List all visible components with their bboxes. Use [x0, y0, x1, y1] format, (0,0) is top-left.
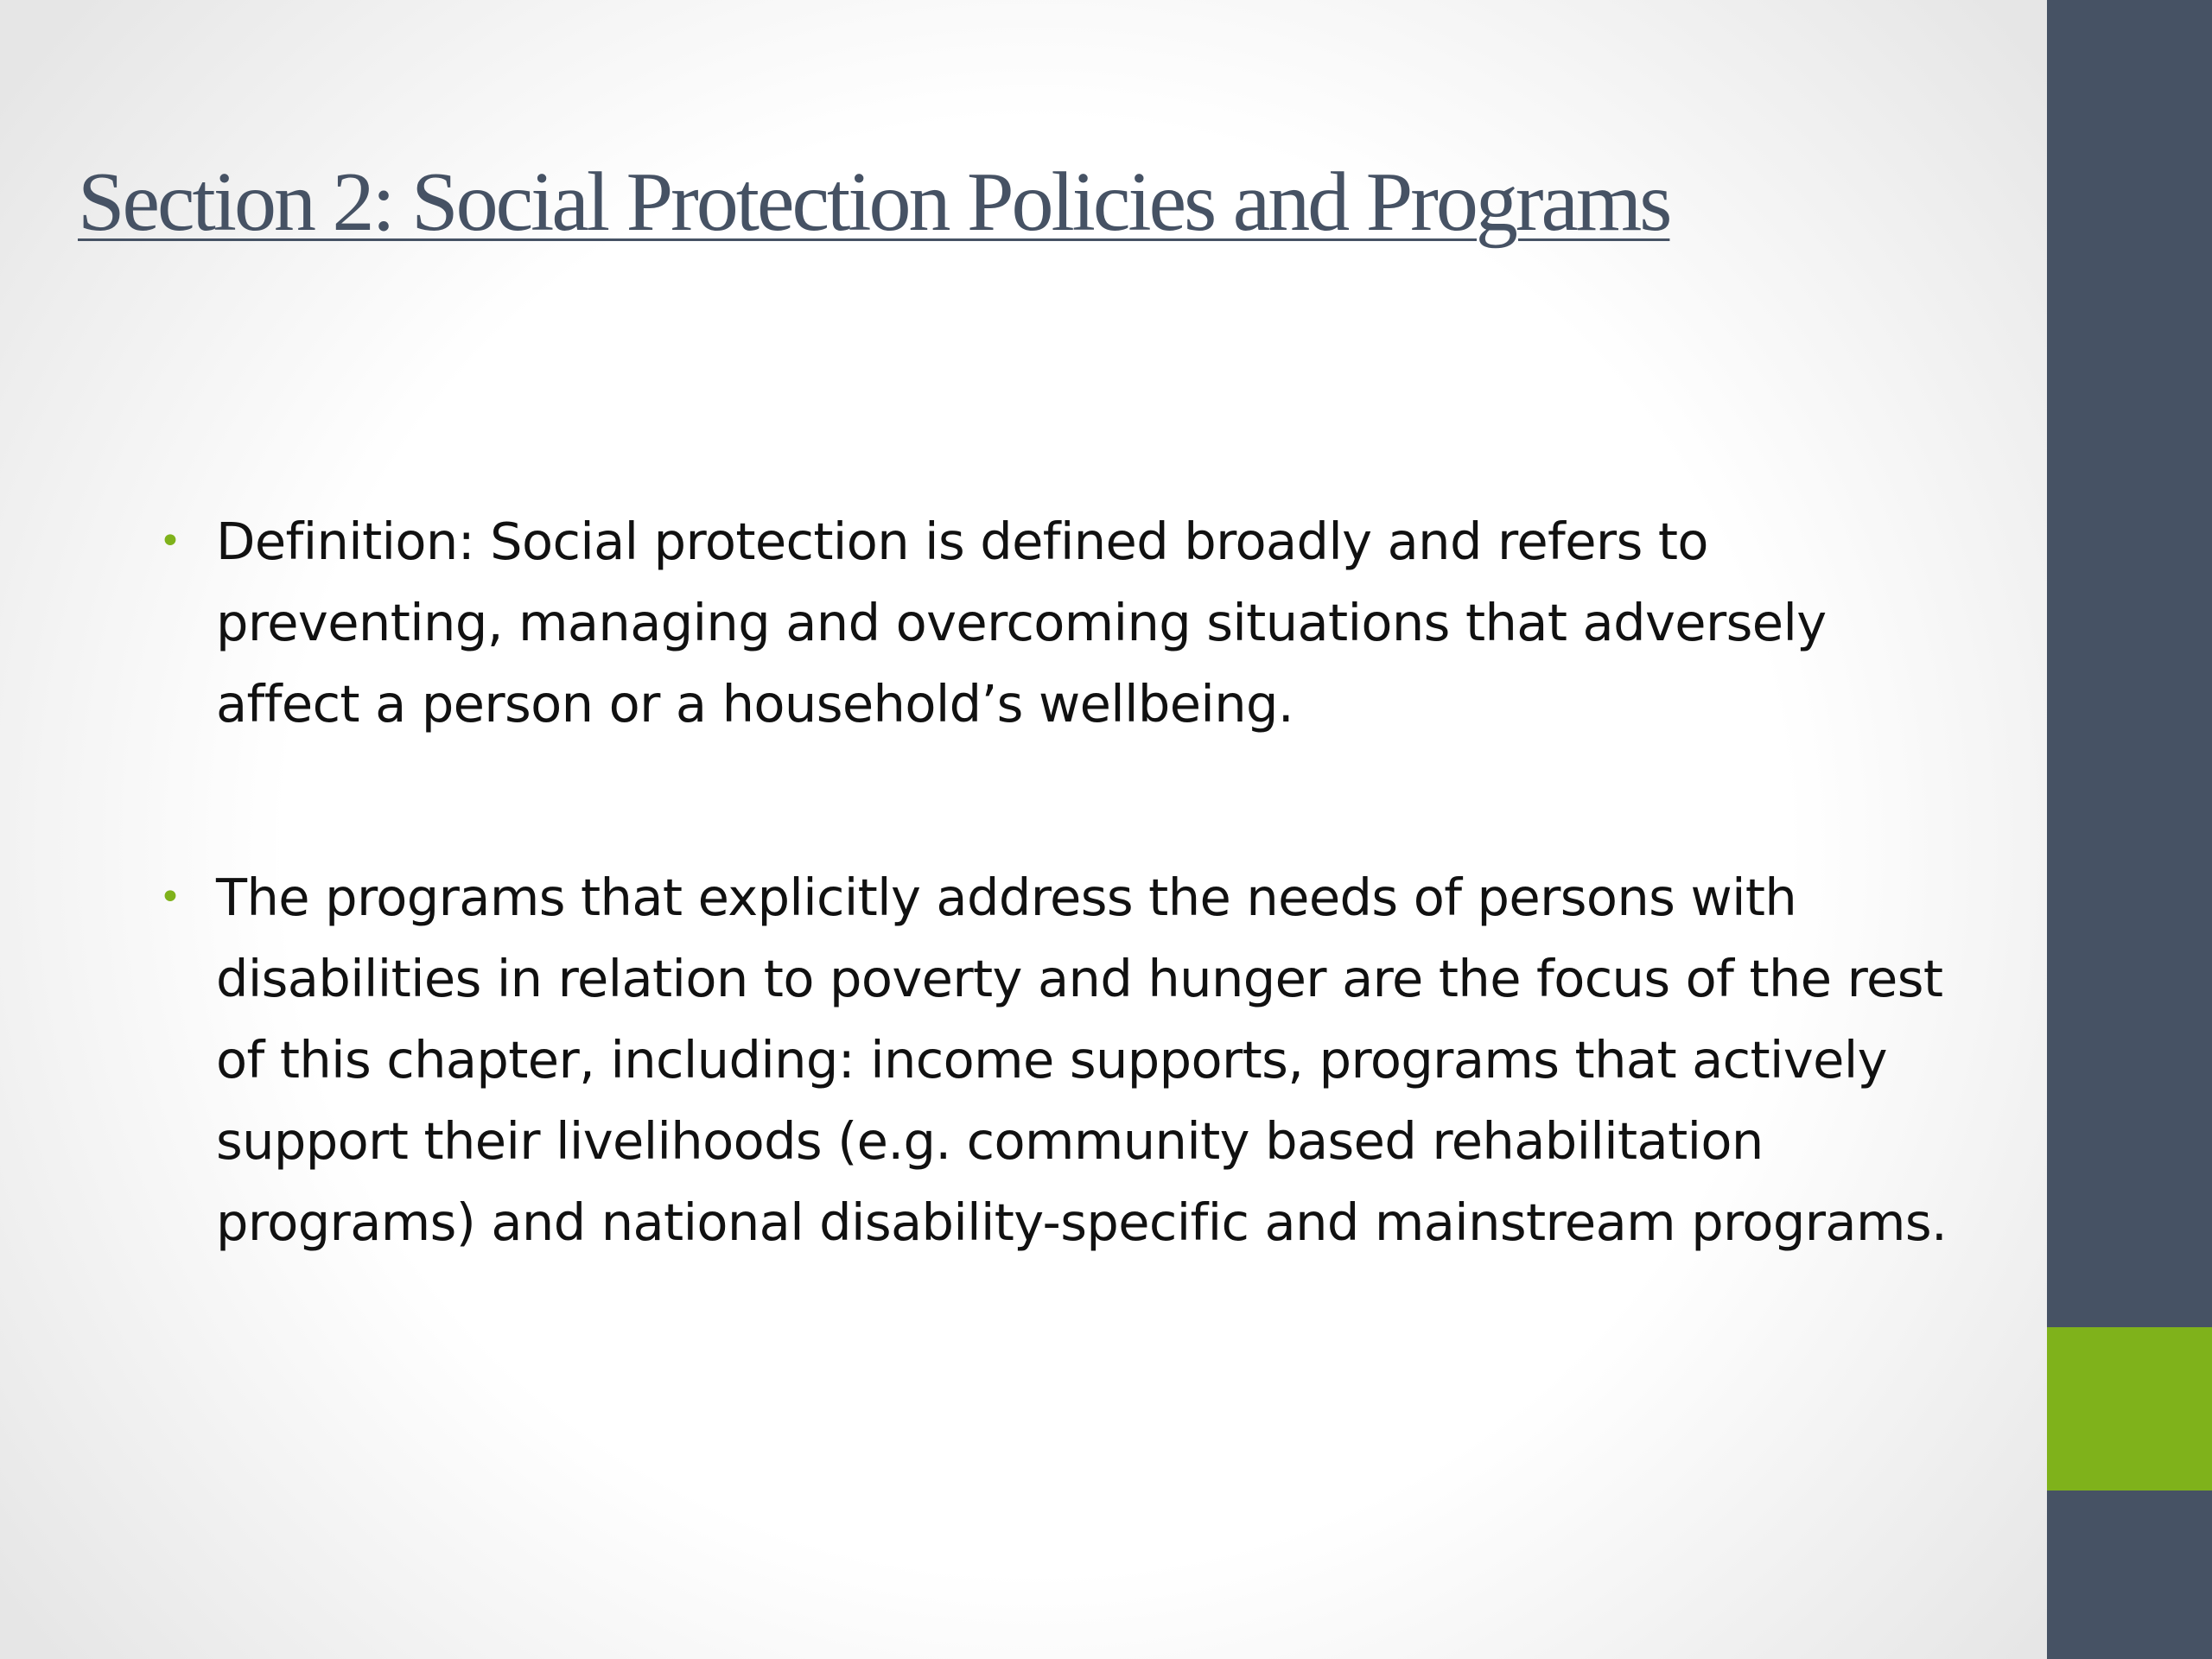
- bullet-dot-icon: •: [159, 875, 181, 919]
- bullet-item-programs: [156, 857, 1953, 1263]
- accent-block: [2047, 1327, 2212, 1491]
- slide-title: Section 2: Social Protection Policies and Programs: [78, 156, 1670, 249]
- bullet-dot-icon: •: [159, 519, 181, 563]
- bullet-text-programs: The programs that explicitly address the needs of persons with disabilities in relation to poverty and hunger are the focus of the rest of this chapter, including: income supports, programs that actively support their livelihoods (e.g. community based rehabilitation programs) and national disability-specific and mainstream programs.: [216, 868, 1948, 1252]
- bullet-list: [156, 501, 1953, 1263]
- bullet-text-definition: Definition: Social protection is defined broadly and refers to preventing, managing and overcoming situations that adversely affect a person or a household’s wellbeing.: [216, 512, 1827, 734]
- bullet-item-definition: [156, 501, 1953, 745]
